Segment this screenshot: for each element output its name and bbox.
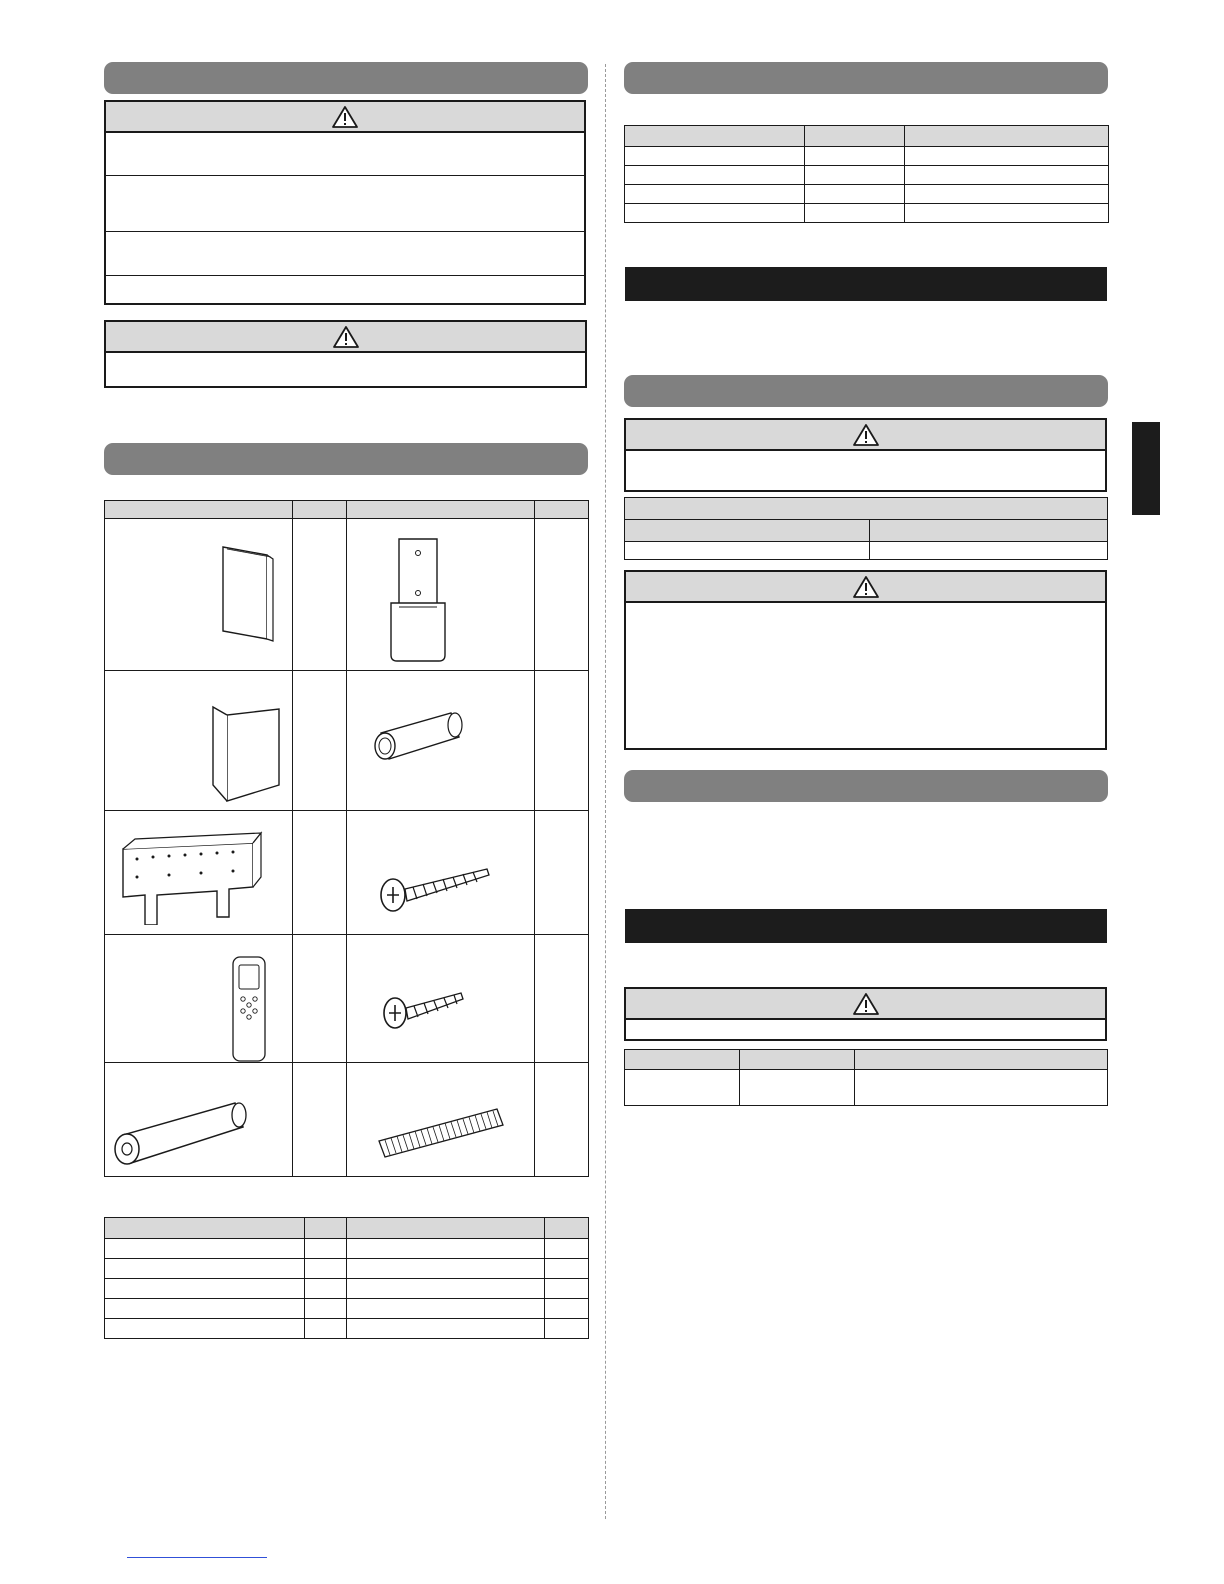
remote-holder-icon bbox=[377, 533, 467, 665]
installation-header-bar bbox=[625, 267, 1107, 301]
table-cell bbox=[905, 204, 1109, 223]
table-header-row bbox=[625, 126, 1109, 147]
table-header-cell bbox=[740, 1050, 855, 1070]
pipe-length-table bbox=[624, 1049, 1108, 1106]
table-cell bbox=[535, 519, 589, 671]
table-cell bbox=[105, 935, 293, 1063]
table-row bbox=[105, 1239, 589, 1259]
table-cell bbox=[545, 1299, 589, 1319]
table-cell bbox=[535, 671, 589, 811]
table-row bbox=[625, 204, 1109, 223]
tapping-screw-large-icon bbox=[377, 857, 497, 917]
table-row bbox=[105, 671, 589, 811]
table-header-cell bbox=[293, 501, 347, 519]
table-cell bbox=[347, 1299, 545, 1319]
table-cell bbox=[305, 1239, 347, 1259]
table-header-row bbox=[105, 501, 589, 519]
table-header-cell bbox=[870, 520, 1108, 542]
remote-control-icon bbox=[229, 955, 269, 1063]
table-cell bbox=[805, 166, 905, 185]
table-header-cell bbox=[105, 501, 293, 519]
warning-triangle-icon bbox=[331, 105, 359, 129]
warning-triangle-icon bbox=[852, 423, 880, 447]
table-row bbox=[105, 519, 589, 671]
table-cell bbox=[740, 1070, 855, 1106]
table-header-cell bbox=[347, 1218, 545, 1239]
installation-header-bar bbox=[625, 909, 1107, 943]
table-cell bbox=[105, 1299, 305, 1319]
table-row bbox=[105, 1319, 589, 1339]
table-header-cell bbox=[305, 1218, 347, 1239]
warning-box-row bbox=[106, 275, 584, 303]
table-row bbox=[105, 1259, 589, 1279]
section-header-bar bbox=[104, 443, 588, 475]
table-header-cell bbox=[105, 1218, 305, 1239]
table-cell bbox=[625, 1070, 740, 1106]
table-row bbox=[625, 542, 1108, 560]
table-cell bbox=[805, 204, 905, 223]
table-cell bbox=[293, 671, 347, 811]
table-cell bbox=[347, 811, 535, 935]
table-cell bbox=[545, 1279, 589, 1299]
table-row bbox=[625, 147, 1109, 166]
language-tab-marker bbox=[1132, 422, 1160, 515]
table-cell bbox=[545, 1319, 589, 1339]
table-row bbox=[105, 1279, 589, 1299]
table-header-cell bbox=[855, 1050, 1108, 1070]
table-header-cell bbox=[625, 498, 1108, 520]
table-cell bbox=[347, 519, 535, 671]
table-cell bbox=[347, 1063, 535, 1177]
table-cell bbox=[105, 519, 293, 671]
table-header-cell bbox=[805, 126, 905, 147]
table-cell bbox=[545, 1239, 589, 1259]
table-cell bbox=[870, 542, 1108, 560]
table-row bbox=[625, 166, 1109, 185]
table-row bbox=[105, 1063, 589, 1177]
table-cell bbox=[105, 671, 293, 811]
section-header-bar bbox=[624, 62, 1108, 94]
table-header-cell bbox=[625, 1050, 740, 1070]
table-header-cell bbox=[905, 126, 1109, 147]
pipe-spec-table bbox=[624, 125, 1109, 223]
wall-hook-bracket-icon bbox=[113, 825, 263, 925]
table-header-cell bbox=[545, 1218, 589, 1239]
table-header-cell bbox=[625, 520, 870, 542]
warning-triangle-icon bbox=[852, 992, 880, 1016]
table-header-cell bbox=[625, 126, 805, 147]
table-cell bbox=[625, 185, 805, 204]
table-cell bbox=[625, 204, 805, 223]
table-cell bbox=[535, 1063, 589, 1177]
table-cell bbox=[347, 1279, 545, 1299]
table-cell bbox=[105, 1259, 305, 1279]
table-cell bbox=[905, 185, 1109, 204]
caution-box-header bbox=[626, 572, 1105, 603]
column-divider bbox=[605, 64, 606, 1519]
warning-triangle-icon bbox=[852, 575, 880, 599]
table-cell bbox=[535, 811, 589, 935]
section-header-bar bbox=[624, 375, 1108, 407]
warning-box-header bbox=[106, 102, 584, 133]
table-cell bbox=[805, 147, 905, 166]
air-filter-strip-icon bbox=[375, 1105, 505, 1159]
table-header-row bbox=[625, 498, 1108, 520]
table-cell bbox=[105, 1063, 293, 1177]
table-cell bbox=[347, 1259, 545, 1279]
table-header-row bbox=[625, 520, 1108, 542]
warning-box bbox=[624, 418, 1107, 492]
table-header-row bbox=[625, 1050, 1108, 1070]
section-header-bar bbox=[624, 770, 1108, 802]
table-cell bbox=[105, 1239, 305, 1259]
table-cell bbox=[347, 1319, 545, 1339]
table-cell bbox=[305, 1299, 347, 1319]
table-cell bbox=[625, 147, 805, 166]
optional-parts-table bbox=[104, 1217, 589, 1339]
table-cell bbox=[105, 1279, 305, 1299]
tapping-screw-small-icon bbox=[381, 981, 471, 1033]
warning-box-header bbox=[626, 989, 1105, 1020]
table-row bbox=[625, 1070, 1108, 1106]
warning-triangle-icon bbox=[332, 325, 360, 349]
table-cell bbox=[625, 166, 805, 185]
table-cell bbox=[905, 166, 1109, 185]
table-cell bbox=[347, 671, 535, 811]
warning-box bbox=[104, 100, 586, 305]
table-cell bbox=[105, 811, 293, 935]
table-header-row bbox=[105, 1218, 589, 1239]
electrical-requirement-table bbox=[624, 497, 1108, 560]
accessories-table bbox=[104, 500, 589, 1177]
warning-box bbox=[624, 987, 1107, 1041]
table-row bbox=[105, 935, 589, 1063]
table-cell bbox=[855, 1070, 1108, 1106]
table-header-cell bbox=[347, 501, 535, 519]
table-row bbox=[105, 1299, 589, 1319]
table-cell bbox=[293, 811, 347, 935]
section-header-bar bbox=[104, 62, 588, 94]
warning-box-row bbox=[106, 231, 584, 275]
table-cell bbox=[305, 1319, 347, 1339]
table-cell bbox=[305, 1259, 347, 1279]
table-row bbox=[625, 185, 1109, 204]
table-row bbox=[105, 811, 589, 935]
caution-box bbox=[624, 570, 1107, 750]
table-cell bbox=[293, 1063, 347, 1177]
caution-box bbox=[104, 320, 587, 388]
warning-box-row bbox=[106, 133, 584, 175]
table-cell bbox=[293, 519, 347, 671]
table-cell bbox=[347, 935, 535, 1063]
operating-manual-icon bbox=[215, 543, 285, 643]
battery-icon bbox=[109, 1099, 249, 1171]
table-cell bbox=[347, 1239, 545, 1259]
table-cell bbox=[805, 185, 905, 204]
footer-link[interactable] bbox=[127, 1557, 267, 1558]
table-header-cell bbox=[535, 501, 589, 519]
table-cell bbox=[293, 935, 347, 1063]
table-cell bbox=[535, 935, 589, 1063]
installation-manual-icon bbox=[207, 705, 289, 805]
table-cell bbox=[105, 1319, 305, 1339]
table-cell bbox=[625, 542, 870, 560]
table-cell bbox=[305, 1279, 347, 1299]
table-cell bbox=[905, 147, 1109, 166]
insulation-roll-icon bbox=[369, 707, 469, 767]
table-cell bbox=[545, 1259, 589, 1279]
caution-box-header bbox=[106, 322, 585, 353]
warning-box-header bbox=[626, 420, 1105, 451]
warning-box-row bbox=[106, 175, 584, 231]
